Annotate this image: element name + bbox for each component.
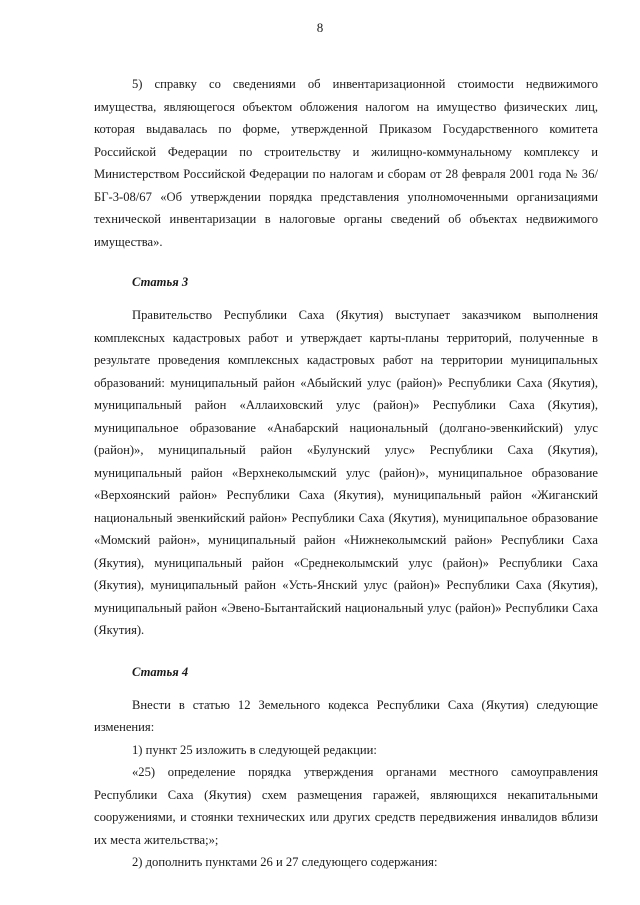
article-4-quote-25: «25) определение порядка утверждения органами местного самоуправления Республики Саха (Якутия) схем размещения гаражей, являющихся некапитальными сооружениями, и стоянки технических или других средств передвижения инвалидов вблизи их места жительства;»; [94, 765, 598, 847]
article-3-heading: Статья 3 [132, 275, 189, 289]
page-number: 8 [316, 20, 324, 35]
article-4-item-2: 2) дополнить пунктами 26 и 27 следующего содержания: [132, 855, 438, 869]
document-body [94, 73, 598, 874]
article-3-paragraph: Правительство Республики Саха (Якутия) выступает заказчиком выполнения комплексных кадастровых работ и утверждает карты-планы территорий, полученные в результате проведения комплексных кадастровых работ на территории муниципальных образований: муниципальный район «Абыйский улус (район)» Республики Саха (Якутия), муниципальный район «Аллаиховский улус (район)» Республики Саха (Якутия), муниципальное образование «Анабарский национальный (долгано-эвенкийский) улус (район)», муниципальный район «Булунский улус» Республики Саха (Якутия), муниципальный район «Верхнеколымский улус (район)», муниципальное образование «Верхоянский район» Республики Саха (Якутия), муниципальный район «Жиганский национальный эвенкийский район» Республики Саха (Якутия), муниципальное образование «Момский район», муниципальный район «Нижнеколымский район» Республики Саха (Якутия), муниципальный район «Среднеколымский улус (район)» Республики Саха (Якутия), муниципальный район «Усть-Янский улус (район)» Республики Саха (Якутия), муниципальный район «Эвено-Бытантайский национальный улус (район)» Республики Саха (Якутия). [94, 308, 598, 637]
paragraph-item-5: 5) справку со сведениями об инвентаризационной стоимости недвижимого имущества, являющегося объектом обложения налогом на имущество физических лиц, которая выдавалась по форме, утвержденной Приказом Государственного комитета Российской Федерации по строительству и жилищно-коммунальному комплексу и Министерством Российской Федерации по налогам и сборам от 28 февраля 2001 года № 36/БГ-3-08/67 «Об утверждении порядка представления уполномоченными организациями технической инвентаризации в налоговые органы сведений об объектах недвижимого имущества». [94, 77, 598, 249]
article-4-item-1: 1) пункт 25 изложить в следующей редакции: [132, 742, 377, 757]
article-4-intro: Внести в статью 12 Земельного кодекса Республики Саха (Якутия) следующие изменения: [94, 697, 598, 734]
article-4-heading: Статья 4 [132, 664, 189, 679]
